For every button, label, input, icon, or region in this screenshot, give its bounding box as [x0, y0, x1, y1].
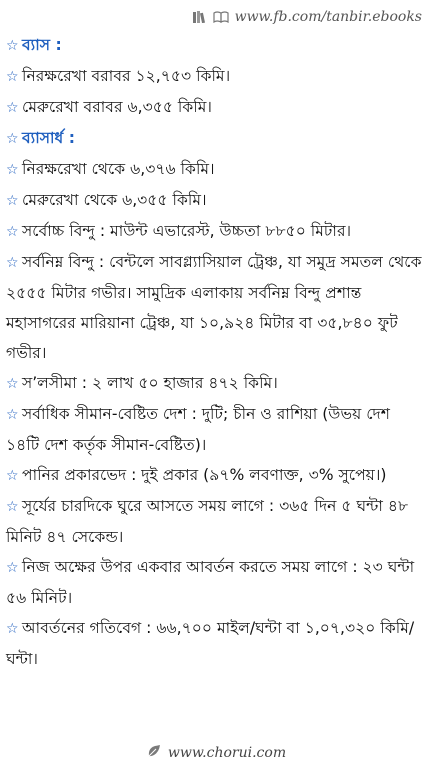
- star-icon: ☆: [6, 162, 19, 178]
- star-icon: ☆: [6, 468, 19, 484]
- star-icon: ☆: [6, 255, 19, 271]
- star-icon: ☆: [6, 131, 19, 147]
- star-icon: ☆: [6, 499, 19, 515]
- section-heading-text: ব্যাস :: [22, 36, 62, 54]
- fact-text: সর্বাধিক সীমান-বেষ্টিত দেশ : দুটি; চীন ও রাশিয়া (উভয় দেশ ১৪টি দেশ কর্তৃক সীমান-বেষ্টিত)।: [6, 405, 390, 454]
- star-icon: ☆: [6, 100, 19, 116]
- fact-list: [6, 30, 424, 674]
- fact-item: [6, 613, 424, 674]
- star-icon: ☆: [6, 193, 19, 209]
- fact-text: আবর্তনের গতিবেগ : ৬৬,৭০০ মাইল/ঘন্টা বা ১,০৭,৩২০ কিমি/ঘন্টা।: [6, 619, 415, 668]
- star-icon: ☆: [6, 224, 19, 240]
- fact-item: [6, 552, 424, 613]
- fact-text: সর্বনিম্ন বিন্দু : বেন্টলে সাবগ্ল্যাসিয়াল ট্রেঞ্চ, যা সমুদ্র সমতল থেকে ২৫৫৫ মিটার গভীর। সামুদ্রিক এলাকায় সর্বনিম্ন বিন্দু প্রশান্ত মহাসাগরের মারিয়ানা ট্রেঞ্চ, যা ১০,৯২৪ মিটার বা ৩৫,৮৪০ ফুট গভীর।: [6, 253, 422, 362]
- fact-text: সূর্যের চারদিকে ঘুরে আসতে সময় লাগে : ৩৬৫ দিন ৫ ঘন্টা ৪৮ মিনিট ৪৭ সেকেন্ড।: [6, 497, 409, 546]
- open-book-icon: [213, 11, 229, 23]
- fact-item: [6, 399, 424, 460]
- books-icon: [193, 11, 207, 23]
- star-icon: ☆: [6, 407, 19, 423]
- section-heading: [6, 123, 424, 154]
- fact-text: স’লসীমা : ২ লাখ ৫০ হাজার ৪৭২ কিমি।: [22, 374, 278, 392]
- fact-item: [6, 154, 424, 185]
- fact-text: নিজ অক্ষের উপর একবার আবর্তন করতে সময় লাগে : ২৩ ঘন্টা ৫৬ মিনিট।: [6, 558, 415, 607]
- fact-item: [6, 92, 424, 123]
- section-heading: [6, 30, 424, 61]
- star-icon: ☆: [6, 38, 19, 54]
- footer-url[interactable]: www.chorui.com: [167, 745, 287, 761]
- section-heading-text: ব্যাসার্ধ :: [22, 129, 75, 147]
- fact-item: [6, 491, 424, 552]
- fact-text: নিরক্ষরেখা থেকে ৬,৩৭৬ কিমি।: [22, 160, 215, 178]
- fact-item: [6, 61, 424, 92]
- fact-text: সর্বোচ্চ বিন্দু : মাউন্ট এভারেস্ট, উচ্চতা ৮৮৫০ মিটার।: [22, 222, 352, 240]
- site-footer: [0, 742, 432, 764]
- leaf-icon: [146, 743, 162, 763]
- fact-item: [6, 460, 424, 491]
- star-icon: ☆: [6, 560, 19, 576]
- fact-item: [6, 216, 424, 247]
- fact-item: [6, 247, 424, 368]
- star-icon: ☆: [6, 621, 19, 637]
- fact-text: পানির প্রকারভেদ : দুই প্রকার (৯৭% লবণাক্ত, ৩% সুপেয়।): [22, 466, 387, 484]
- source-header: [193, 6, 422, 28]
- fact-item: [6, 368, 424, 399]
- source-url[interactable]: www.fb.com/tanbir.ebooks: [234, 9, 422, 25]
- star-icon: ☆: [6, 376, 19, 392]
- fact-text: মেরুরেখা থেকে ৬,৩৫৫ কিমি।: [22, 191, 207, 209]
- fact-text: মেরুরেখা বরাবর ৬,৩৫৫ কিমি।: [22, 98, 212, 116]
- star-icon: ☆: [6, 69, 19, 85]
- fact-text: নিরক্ষরেখা বরাবর ১২,৭৫৩ কিমি।: [22, 67, 231, 85]
- fact-item: [6, 185, 424, 216]
